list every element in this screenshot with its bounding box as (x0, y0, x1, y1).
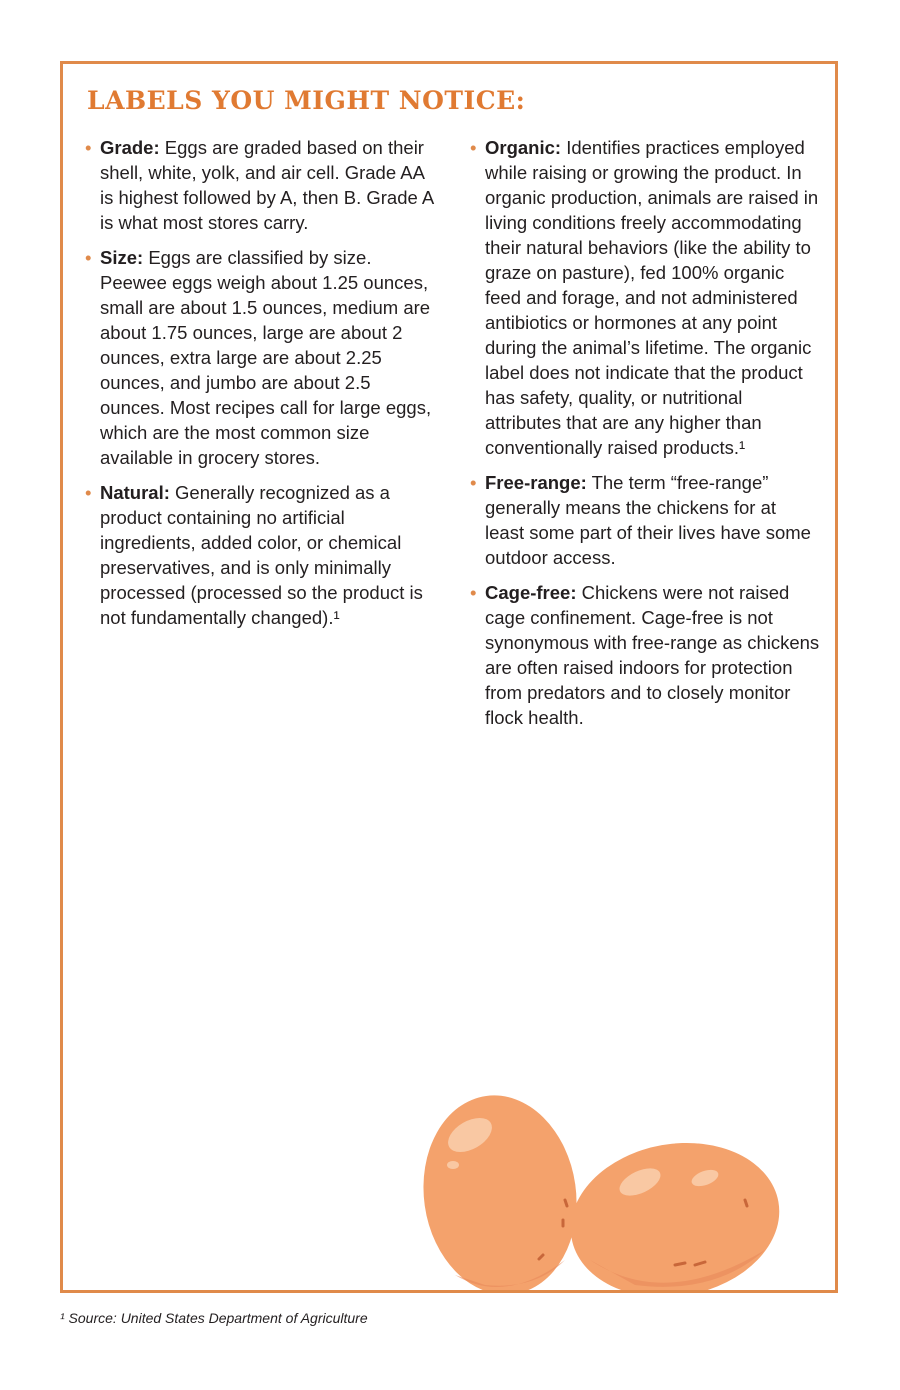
term-label: Natural: (100, 482, 170, 503)
term-label: Organic: (485, 137, 562, 158)
list-item-cage-free (470, 580, 820, 730)
page-title: LABELS YOU MIGHT NOTICE: (87, 86, 526, 115)
list-item-organic (470, 135, 820, 460)
term-description: The term “free-range” generally means the chickens for at least some part of their lives have some outdoor access. (485, 472, 811, 568)
egg-left-icon (415, 1085, 589, 1290)
footnote: ¹ Source: United States Department of Agriculture (60, 1310, 368, 1326)
term-description: Generally recognized as a product containing no artificial ingredients, added color, or chemical preservatives, and is only minimally processed (processed so the product is not fundamentally changed).¹ (100, 482, 423, 628)
term-description: Eggs are classified by size. Peewee eggs weigh about 1.25 ounces, small are about 1.5 ounces, medium are about 1.75 ounces, large are about 2 ounces, extra large are about 2.25 ounces, and jumbo are about 2.5 ounces. Most recipes call for large eggs, which are the most common size available in grocery stores. (100, 247, 432, 468)
term-description: Chickens were not raised cage confinement. Cage-free is not synonymous with free-range as chickens are often raised indoors for protection from predators and to closely monitor flock health. (485, 582, 820, 728)
term-label: Grade: (100, 137, 160, 158)
eggs-illustration (415, 1070, 835, 1290)
right-column (470, 135, 820, 740)
content-frame (60, 61, 838, 1293)
term-label: Cage-free: (485, 582, 577, 603)
term-description: Identifies practices employed while raising or growing the product. In organic production, animals are raised in living conditions freely accommodating their natural behaviors (like the ability to graze on pasture), fed 100% organic feed and forage, and not administered antibiotics or hormones at any point during the animal’s lifetime. The organic label does not indicate that the product has safety, quality, or nutritional attributes that are any higher than conventionally raised products.¹ (485, 137, 819, 458)
list-item-grade (85, 135, 435, 235)
term-label: Free-range: (485, 472, 587, 493)
left-column (85, 135, 435, 640)
term-description: Eggs are graded based on their shell, white, yolk, and air cell. Grade AA is highest followed by A, then B. Grade A is what most stores carry. (100, 137, 434, 233)
list-item-size (85, 245, 435, 470)
list-item-free-range (470, 470, 820, 570)
list-item-natural (85, 480, 435, 630)
egg-right-icon (558, 1127, 791, 1290)
term-label: Size: (100, 247, 144, 268)
